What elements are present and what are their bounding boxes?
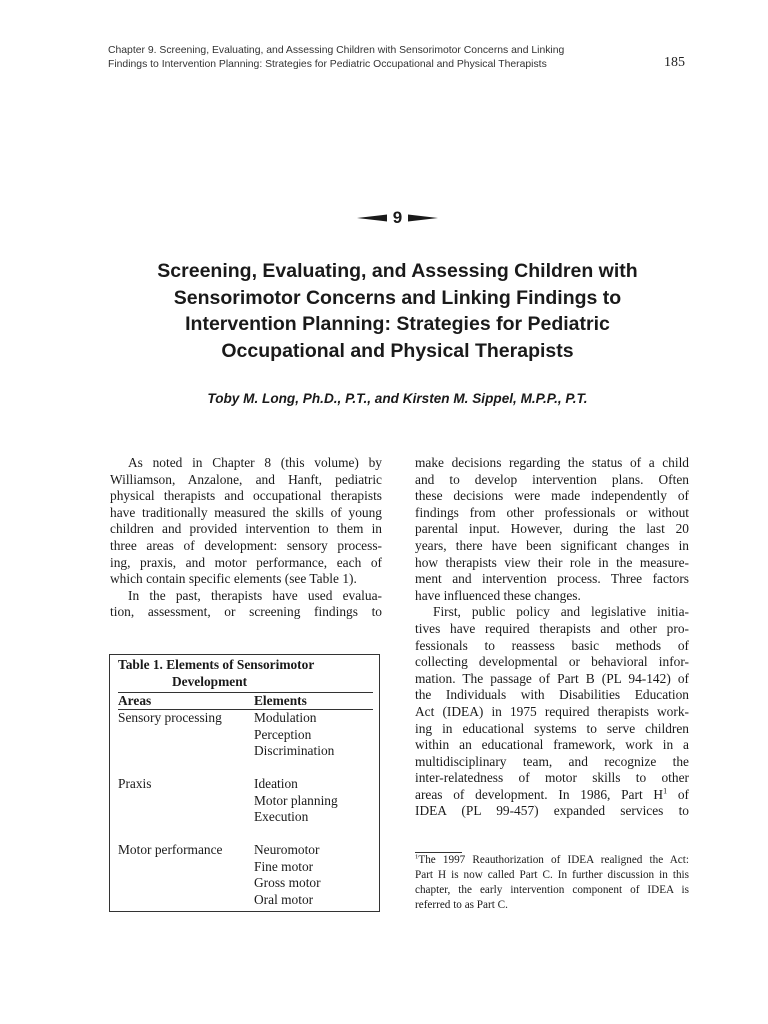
chapter-title-line: Screening, Evaluating, and Assessing Children with [157,260,638,282]
table-cell-area: Praxis [118,776,152,791]
table-element: Modulation [254,710,317,725]
left-arrow-icon [357,213,387,223]
footnote-line: Part H is now called Part C. In further discussion in this [415,869,689,881]
footnote-marker: 1 [415,853,419,861]
body-line: ing, praxis, and motor performance, each of [110,554,382,570]
table-header-areas: Areas [118,693,152,708]
chapter-title-line: Occupational and Physical Therapists [221,339,574,362]
body-line: which contain specific elements (see Table 1). [110,571,357,587]
page-number: 185 [664,55,685,70]
body-line: physical therapists and occupational therapists [110,488,382,504]
table-header-elements: Elements [254,693,307,708]
running-header-line-2: Findings to Intervention Planning: Strategies for Pediatric Occupational and Physical Therapists [108,58,547,70]
body-line: how therapists view their role in the measure- [415,554,689,570]
body-line: years, there have been significant changes in [415,537,689,553]
footnote [415,853,689,913]
chapter-title-line: Intervention Planning: Strategies for Pediatric [185,313,610,335]
body-line: ing in educational systems to serve children [415,720,689,736]
body-line: children and provided intervention to them in [110,521,382,537]
running-header-line-1: Chapter 9. Screening, Evaluating, and Assessing Children with Sensorimotor Concerns and Linking [108,45,565,56]
body-line: three areas of development: sensory process- [110,537,382,553]
table-element: Perception [254,726,312,742]
table-element: Motor planning [254,792,338,808]
body-line: In the past, therapists have used evalua- [128,587,382,603]
table-element: Fine motor [254,858,314,874]
body-line: Williamson, Anzalone, and Hanft, pediatric [110,471,382,487]
body-line-text: areas of development. In 1986, Part H [415,786,664,802]
body-line: make decisions regarding the status of a child [415,455,689,470]
body-line: collecting developmental or behavioral infor- [415,654,689,670]
body-line: parental input. However, during the last 20 [415,521,689,537]
table-cell-elements [254,842,321,908]
table-element: Oral motor [254,891,314,907]
body-line: multidisciplinary team, and recognize the [415,753,689,769]
table-cell-elements [254,710,334,760]
chapter-title-line: Sensorimotor Concerns and Linking Findings to [173,286,622,309]
table-cell-area: Motor performance [118,842,223,857]
body-line: within an educational framework, work in a [415,737,689,753]
body-line-text: of [667,786,689,802]
body-line: have traditionally measured the skills of young [110,504,382,520]
body-line: First, public policy and legislative initia- [433,604,689,620]
footnote-reference: 1 [663,786,668,796]
body-line: ment and intervention process. Three factors [415,571,689,587]
running-header [108,44,628,71]
body-line: have influenced these changes. [415,587,581,603]
table-cell-area: Sensory processing [118,710,222,725]
table-element: Neuromotor [254,842,320,857]
footnote-line: referred to as Part C. [415,899,508,911]
body-line: tives have required therapists and other pro- [415,620,689,636]
body-line: these decisions were made independently of [415,488,689,504]
body-line: and to develop intervention plans. Often [415,471,689,487]
body-line: fessionals to reassess basic methods of [415,637,689,653]
chapter-number-marker [0,208,768,228]
body-line: mation. The passage of Part B (PL 94-142) of [415,670,689,686]
body-line: tion, assessment, or screening findings to [110,604,382,620]
body-line: IDEA (PL 99-457) expanded services to [415,803,689,819]
table-elements-of-sensorimotor-development [109,654,380,912]
body-line: Act (IDEA) in 1975 required therapists work- [415,703,689,719]
table-caption-line: Table 1. Elements of Sensorimotor [118,657,315,672]
chapter-number: 9 [392,208,403,227]
table-element: Execution [254,809,309,825]
table-cell-elements [254,776,338,826]
table-element: Ideation [254,776,298,791]
right-arrow-icon [408,213,438,223]
table-rule [118,692,373,693]
body-line: the Individuals with Disabilities Education [415,687,689,703]
chapter-title [100,258,695,364]
footnote-line [415,853,689,868]
table-element: Discrimination [254,743,335,759]
footnote-line: chapter, the early intervention component of IDEA is [415,884,689,896]
body-line: findings from other professionals or without [415,504,689,520]
table-caption-line: Development [172,673,248,689]
table-caption [118,657,314,690]
left-column-text [110,455,382,621]
right-column-text [415,455,689,820]
body-line: As noted in Chapter 8 (this volume) by [128,455,382,470]
table-element: Gross motor [254,875,321,891]
chapter-authors: Toby M. Long, Ph.D., P.T., and Kirsten M. Sippel, M.P.P., P.T. [207,391,588,406]
body-line: inter-relatedness of motor skills to other [415,770,689,786]
body-line [415,787,689,804]
footnote-line-text: The 1997 Reauthorization of IDEA realigned the Act: [418,854,689,866]
